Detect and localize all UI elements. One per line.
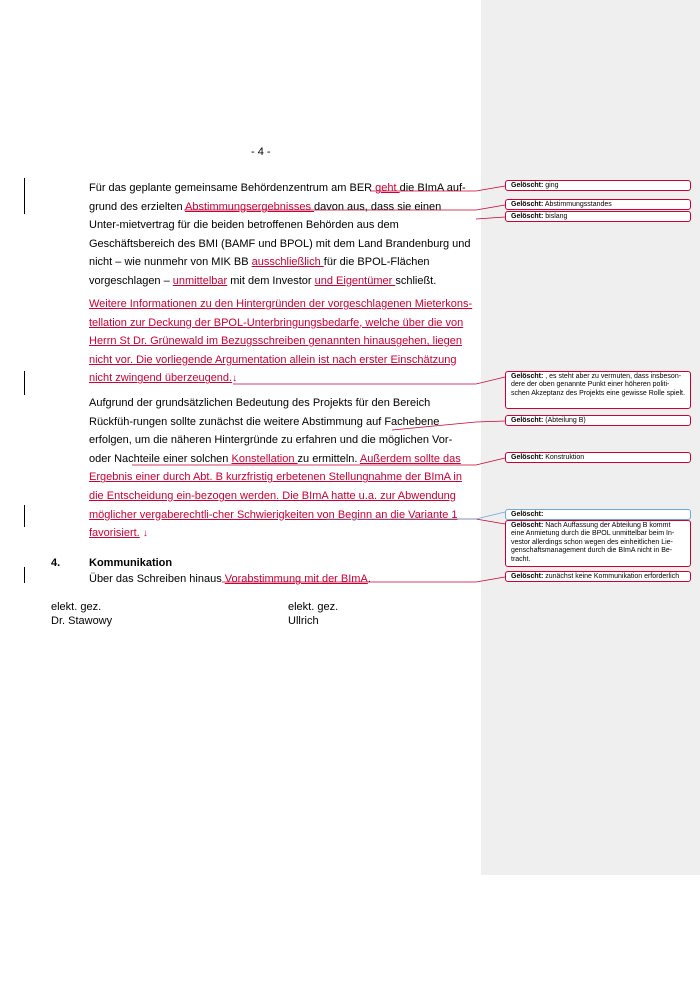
balloon-label: Gelöscht: bbox=[511, 213, 544, 220]
balloon-label: Gelöscht: bbox=[511, 511, 544, 518]
paragraph-text: Für das geplante gemeinsame Behördenzentrum am BER bbox=[89, 182, 376, 194]
paragraph-1 bbox=[89, 179, 474, 291]
deletion-balloon[interactable] bbox=[505, 571, 691, 582]
paragraph-text: für die BPOL-Flächen vorgeschlagen – bbox=[89, 256, 430, 287]
paragraph-3 bbox=[89, 394, 474, 544]
inserted-text: favorisiert. bbox=[89, 527, 140, 540]
change-bar bbox=[24, 178, 25, 214]
paragraph-2 bbox=[89, 295, 474, 389]
deletion-balloon[interactable] bbox=[505, 509, 691, 520]
balloon-text: Konstruktion bbox=[545, 454, 585, 461]
inserted-text: unmittelbar bbox=[172, 274, 228, 287]
change-bar bbox=[24, 371, 25, 395]
deletion-balloon[interactable] bbox=[505, 211, 691, 222]
deletion-balloon[interactable] bbox=[505, 199, 691, 210]
deletion-balloon[interactable] bbox=[505, 371, 691, 409]
balloon-label: Gelöscht: bbox=[511, 454, 544, 461]
deletion-marker-icon: ↓ bbox=[232, 373, 238, 385]
signature-left bbox=[51, 600, 112, 628]
inserted-text: ausschließlich bbox=[251, 256, 324, 269]
balloon-label: Gelöscht: bbox=[511, 201, 544, 208]
deletion-balloon[interactable] bbox=[505, 180, 691, 191]
paragraph-text: Aufgrund der grundsätzlichen Bedeutung des Projekts für den Bereich Rückfüh-rungen sollte zunächst die weitere Abstimmung auf Fachebene bbox=[89, 397, 440, 428]
deletion-balloon[interactable] bbox=[505, 520, 691, 567]
balloon-text: (Abteilung B) bbox=[545, 417, 586, 424]
section-heading: Kommunikation bbox=[89, 557, 173, 569]
balloon-label: Gelöscht: bbox=[511, 373, 544, 380]
paragraph-text: erfolgen, um die näheren Hintergründe zu erfahren und die möglichen Vor- oder Nachteile einer solchen bbox=[89, 434, 453, 465]
deletion-marker-icon: ↓ bbox=[142, 528, 148, 540]
balloon-label: Gelöscht: bbox=[511, 573, 544, 580]
paragraph-text: die BImA auf-grund des erzielten bbox=[89, 182, 466, 213]
signature-name: Ullrich bbox=[288, 615, 319, 627]
page-number: - 4 - bbox=[251, 146, 271, 158]
inserted-text: Außerdem sollte das Ergebnis einer durch Abt. B kurzfristig erbetenen Stellungnahme der BImA in die Entscheidung ein-bezogen werden. Die BImA hatte u.a. zur Abwendung möglicher vergaberechtli-cher Schwierigkeiten von Beginn an die Variante bbox=[89, 452, 462, 521]
paragraph-text: davon aus, dass sie einen Unter-mietvertrag für die beiden betroffenen Behörden aus dem Geschäftsbereich des BMI (BAMF und BPOL) mit dem Land Brandenburg und nicht – wie nunmehr von MIK BB bbox=[89, 200, 471, 269]
paragraph-text: zu ermitteln. bbox=[297, 452, 360, 465]
paragraph-text: . bbox=[367, 573, 371, 585]
balloon-text: zunächst keine Kommunikation erforderlich bbox=[545, 573, 680, 580]
balloon-label: Gelöscht: bbox=[511, 417, 544, 424]
comment-margin-pane bbox=[481, 0, 700, 875]
inserted-text: Abstimmungsergebnisses bbox=[185, 200, 315, 213]
change-bar bbox=[24, 567, 25, 583]
change-bar bbox=[24, 505, 25, 527]
inserted-text: und Eigentümer bbox=[314, 274, 396, 287]
signature-right bbox=[288, 600, 338, 628]
inserted-text: Vorabstimmung mit der BImA bbox=[224, 573, 368, 585]
section-number: 4. bbox=[51, 557, 61, 569]
deletion-balloon[interactable] bbox=[505, 415, 691, 426]
balloon-text: Abstimmungsstandes bbox=[544, 201, 612, 208]
inserted-text: geht bbox=[375, 182, 400, 194]
balloon-text: ging bbox=[545, 182, 559, 189]
signature-note: elekt. gez. bbox=[51, 601, 102, 613]
balloon-text: bislang bbox=[545, 213, 568, 220]
balloon-label: Gelöscht: bbox=[511, 182, 544, 189]
signature-name: Dr. Stawowy bbox=[51, 615, 113, 627]
paragraph-text: mit dem Investor bbox=[227, 274, 315, 287]
inserted-text: 1 bbox=[451, 508, 458, 521]
balloon-label: Gelöscht: bbox=[511, 522, 544, 529]
balloon-text: Nach Auffassung der Abteilung B kommt eine Anmietung durch die BPOL unmittelbar beim In-vestor allerdings schon wegen des einheitlichen Lie-genschaftsmanagement durch die BImA nicht in Be-tracht. bbox=[511, 522, 675, 563]
deletion-balloon[interactable] bbox=[505, 452, 691, 463]
paragraph-text: schließt. bbox=[395, 274, 437, 287]
paragraph-text: Über das Schreiben hinaus bbox=[89, 573, 225, 585]
inserted-text: Weitere Informationen zu den Hintergründen der vorgeschlagenen Mieterkons-tellation zur Deckung der BPOL-Unterbringungsbedarfe, welche über die von Herrn St Dr. Grünewald im Bezugsschreiben genannten hinausgehen, liegen nicht vor. Die vorliegende Argumentation allein ist nach erster Einschätzung nicht zwingend überzeugend. bbox=[89, 298, 473, 385]
balloon-text: , es steht aber zu vermuten, dass insbeson-dere der oben genannte Punkt einer höheren politi-schen Akzeptanz des Projekts eine gewisse Rolle spielt. bbox=[511, 373, 685, 397]
signature-note: elekt. gez. bbox=[288, 601, 339, 613]
inserted-text: Konstellation bbox=[231, 452, 298, 465]
section-text bbox=[89, 572, 371, 587]
